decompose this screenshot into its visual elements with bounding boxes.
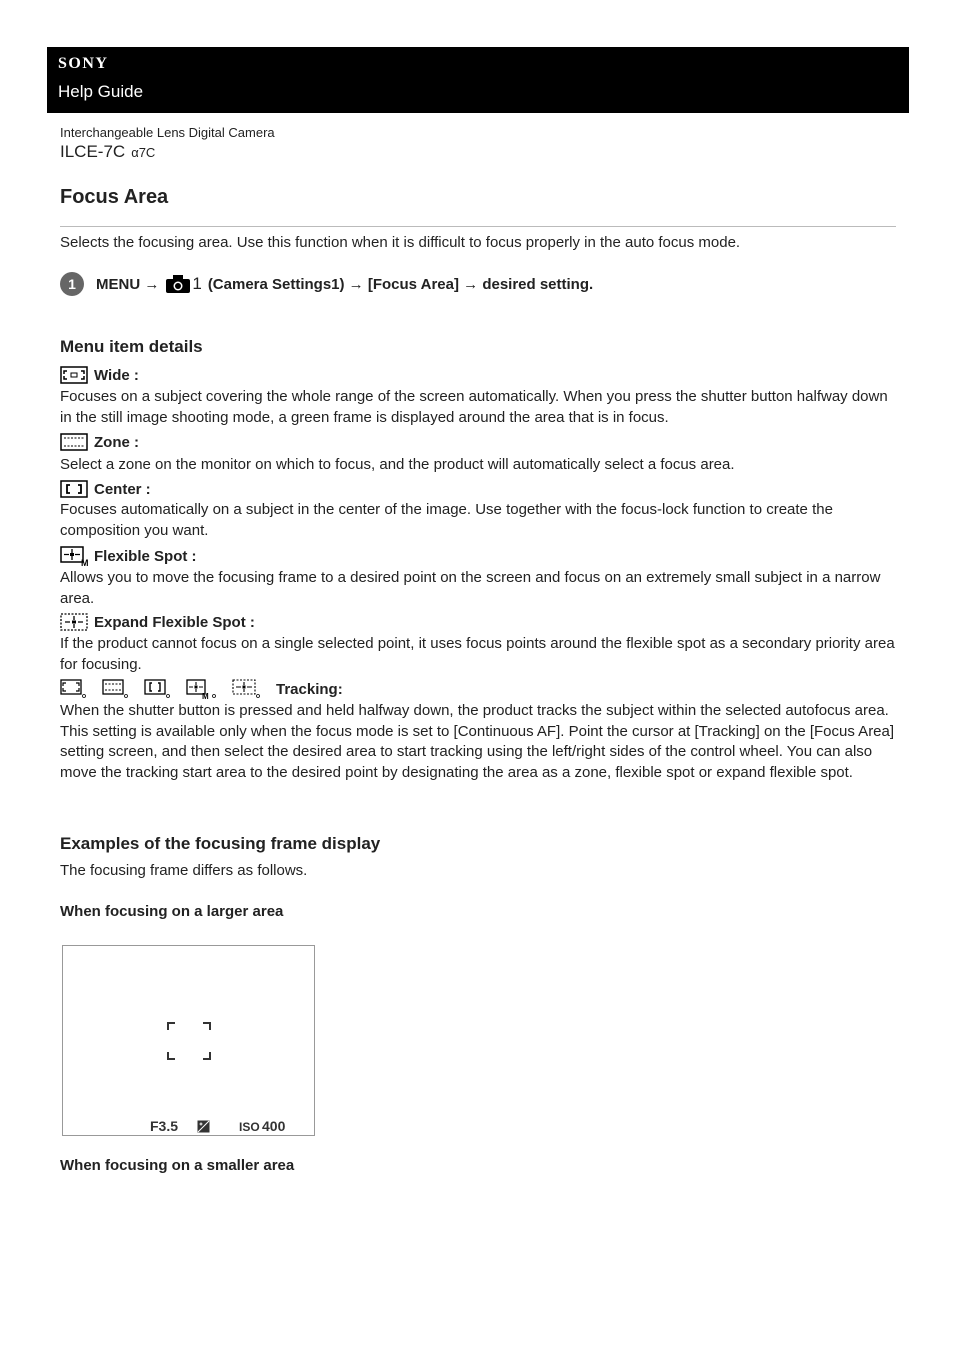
- item-wide-label: Wide :: [94, 366, 139, 384]
- model-subtitle: Interchangeable Lens Digital Camera: [60, 125, 275, 140]
- examples-intro: The focusing frame differs as follows.: [60, 862, 308, 879]
- focus-bracket-br: [203, 1052, 211, 1060]
- item-center-head: [60, 480, 151, 498]
- item-expand-flexible-spot-head: [60, 613, 255, 631]
- item-center-desc: Focuses automatically on a subject in the center of the image. Use together with the focus-lock function to create the composition you want.: [60, 501, 833, 539]
- viewfinder-iso-value: 400: [262, 1118, 286, 1134]
- tracking-expand-flexible-spot-icon: [232, 679, 262, 699]
- page-header: [47, 47, 909, 113]
- item-flexible-spot-head: [60, 546, 197, 566]
- step-1: [60, 272, 593, 296]
- item-tracking-head: [60, 679, 343, 699]
- step-rest: (Camera Settings1) → [Focus Area] → desired setting.: [207, 275, 594, 293]
- item-wide-head: [60, 366, 139, 384]
- item-flexible-spot-desc: Allows you to move the focusing frame to a desired point on the screen and focus on an extremely small subject in a narrow area.: [60, 569, 881, 607]
- svg-text:M: M: [202, 692, 209, 699]
- tracking-wide-icon: [60, 679, 88, 699]
- step-number: 1: [60, 272, 84, 296]
- camera-settings-icon: [165, 274, 201, 294]
- larger-area-heading: When focusing on a larger area: [60, 903, 284, 920]
- zone-icon: [60, 433, 88, 451]
- item-tracking-desc: When the shutter button is pressed and held halfway down, the product tracks the subject within the selected autofocus area. This setting is available only when the focus mode is set to [Continuous AF]. Point the cursor at [Tracking] on the [Focus Area] setting screen, and then select the desired area to start tracking using the left/right sides of the control wheel. You can also move the tracking start area to the desired point by designating the area as a zone, flexible spot or expand flexible spot.: [60, 702, 895, 781]
- expand-flexible-spot-icon: [60, 613, 88, 631]
- center-icon: [60, 480, 88, 498]
- intro-text: Selects the focusing area. Use this function when it is difficult to focus properly in the auto focus mode.: [60, 234, 741, 251]
- viewfinder-aperture: F3.5: [150, 1118, 179, 1134]
- brand-logo: SONY: [58, 55, 109, 72]
- help-guide-label: Help Guide: [58, 82, 144, 101]
- tracking-zone-icon: [102, 679, 130, 699]
- focus-bracket-bl: [167, 1052, 175, 1060]
- focus-bracket-tl: [167, 1022, 175, 1030]
- item-flexible-spot-label: Flexible Spot :: [94, 547, 197, 565]
- item-tracking-label: Tracking:: [276, 680, 343, 698]
- svg-text:M: M: [81, 558, 88, 566]
- item-wide-desc: Focuses on a subject covering the whole range of the screen automatically. When you press the shutter button halfway down in the still image shooting mode, a green frame is displayed around the area that is in focus.: [60, 388, 888, 426]
- viewfinder-example-larger: [62, 945, 315, 1136]
- camera-settings-number: 1: [192, 274, 202, 293]
- item-center-label: Center :: [94, 480, 151, 498]
- menu-details-heading: Menu item details: [60, 337, 203, 356]
- wide-icon: [60, 366, 88, 384]
- viewfinder-iso-label: ISO: [239, 1120, 260, 1134]
- focus-bracket-tr: [203, 1022, 211, 1030]
- tracking-center-icon: [144, 679, 172, 699]
- smaller-area-heading: When focusing on a smaller area: [60, 1157, 295, 1174]
- item-zone-label: Zone :: [94, 433, 139, 451]
- page-title: Focus Area: [60, 186, 169, 208]
- item-zone-desc: Select a zone on the monitor on which to focus, and the product will automatically select a focus area.: [60, 456, 735, 473]
- examples-heading: Examples of the focusing frame display: [60, 834, 381, 853]
- model-code: ILCE-7C: [60, 142, 126, 161]
- flexible-spot-icon: [60, 546, 88, 566]
- step-menu: MENU →: [96, 275, 160, 293]
- model-alpha: α7C: [131, 145, 156, 160]
- model-name: [60, 142, 155, 162]
- tracking-flexible-spot-icon: [186, 679, 218, 699]
- exposure-comp-icon: [197, 1120, 210, 1138]
- tracking-icons: [60, 679, 268, 699]
- item-expand-flexible-spot-desc: If the product cannot focus on a single selected point, it uses focus points around the flexible spot as a secondary priority area for focusing.: [60, 635, 895, 673]
- title-divider: [60, 226, 896, 227]
- item-zone-head: [60, 433, 139, 451]
- item-expand-flexible-spot-label: Expand Flexible Spot :: [94, 613, 255, 631]
